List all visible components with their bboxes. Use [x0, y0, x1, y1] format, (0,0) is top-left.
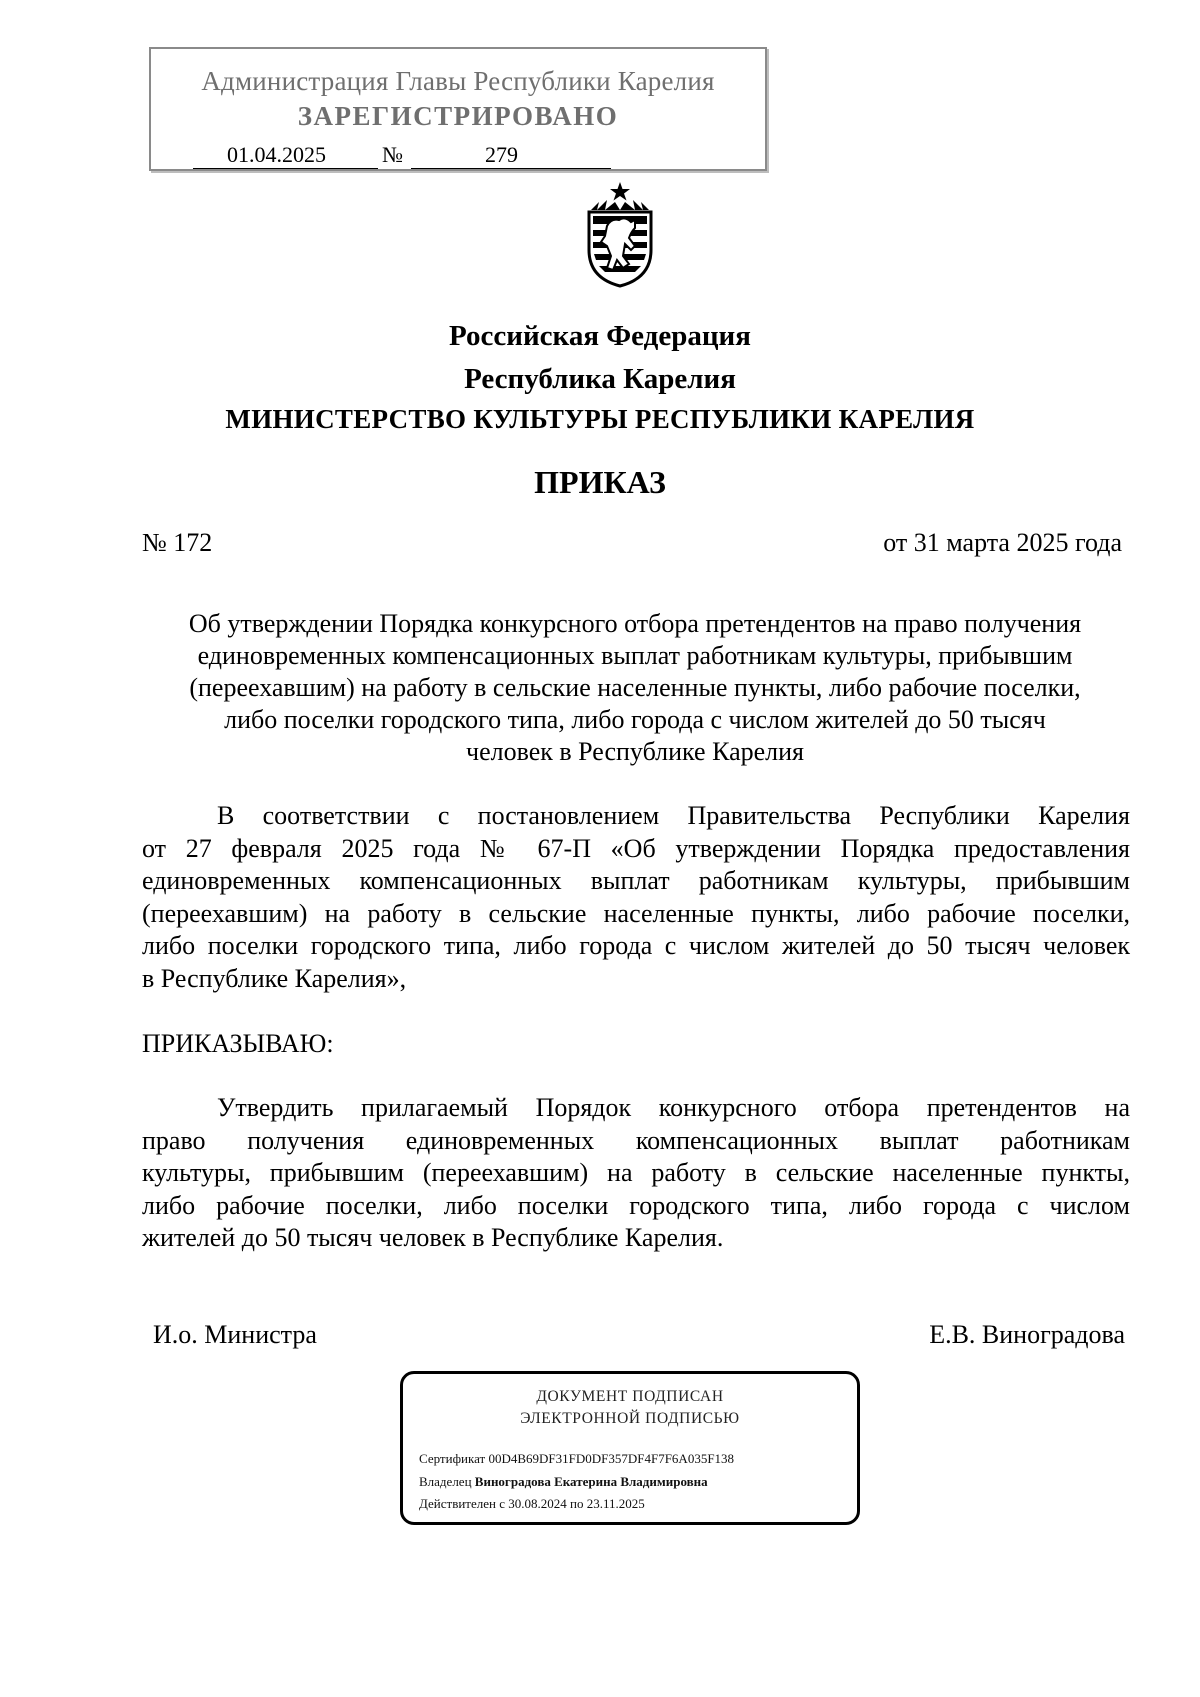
subject-line: единовременных компенсационных выплат работникам культуры, прибывшим	[197, 641, 1073, 670]
subject-line: Об утверждении Порядка конкурсного отбора претендентов на право получения	[188, 609, 1082, 638]
esig-owner: Виноградова Екатерина Владимировна	[474, 1474, 708, 1489]
decree-word: ПРИКАЗЫВАЮ:	[142, 1029, 334, 1058]
order-date: от 31 марта 2025 года	[883, 528, 1122, 557]
order-subject	[140, 608, 1130, 768]
signatory-position: И.о. Министра	[153, 1320, 317, 1349]
basis-line: в Республике Карелия»,	[142, 963, 407, 993]
signatory-name: Е.В. Виноградова	[929, 1320, 1125, 1349]
stamp-date: 01.04.2025	[227, 142, 326, 167]
stamp-organization: Администрация Главы Республики Карелия	[201, 66, 715, 96]
body-line: право получения единовременных компенсационных выплат работникам	[142, 1125, 1130, 1155]
esig-owner-label: Владелец	[419, 1474, 472, 1489]
body-line: Утвердить прилагаемый Порядок конкурсного отбора претендентов на	[217, 1093, 1130, 1122]
header-region: Республика Карелия	[464, 363, 736, 395]
stamp-number: 279	[485, 142, 518, 167]
header-country: Российская Федерация	[449, 320, 751, 352]
subject-line: либо поселки городского типа, либо города с числом жителей до 50 тысяч	[224, 705, 1046, 734]
basis-line: В соответствии с постановлением Правительства Республики Карелия	[217, 801, 1130, 830]
basis-line: от 27 февраля 2025 года № 67-П «Об утверждении Порядка предоставления	[142, 833, 1130, 863]
esig-valid-to: 23.11.2025	[586, 1496, 645, 1511]
subject-line: (переехавшим) на работу в сельские населенные пункты, либо рабочие поселки,	[189, 673, 1081, 702]
esig-valid-from: 30.08.2024	[508, 1496, 567, 1511]
esig-valid-to-label: по	[570, 1496, 584, 1511]
esig-title-line1: ДОКУМЕНТ ПОДПИСАН	[536, 1388, 724, 1405]
order-number: № 172	[142, 528, 213, 557]
esig-title-line2: ЭЛЕКТРОННОЙ ПОДПИСЬЮ	[520, 1410, 740, 1427]
body-line: жителей до 50 тысяч человек в Республике Карелия.	[142, 1223, 724, 1252]
subject-line: человек в Республике Карелия	[466, 737, 804, 766]
body-line: культуры, прибывшим (переехавшим) на работу в сельские населенные пункты,	[142, 1158, 1130, 1187]
electronic-signature-stamp	[400, 1371, 860, 1525]
basis-line: единовременных компенсационных выплат работникам культуры, прибывшим	[142, 866, 1130, 895]
stamp-registration-line	[193, 142, 747, 169]
operative-paragraph	[142, 1092, 1130, 1255]
basis-line: либо поселки городского типа, либо города с числом жителей до 50 тысяч человек	[142, 931, 1130, 960]
esig-owner-row	[419, 1474, 708, 1490]
esig-certificate-row	[419, 1451, 734, 1467]
esig-valid-label: Действителен с	[419, 1496, 505, 1511]
header-ministry: МИНИСТЕРСТВО КУЛЬТУРЫ РЕСПУБЛИКИ КАРЕЛИЯ	[225, 404, 975, 434]
stamp-status: ЗАРЕГИСТРИРОВАНО	[297, 101, 619, 131]
registration-stamp	[149, 47, 767, 171]
stamp-number-sign: №	[382, 142, 403, 167]
esig-certificate: 00D4B69DF31FD0DF357DF4F7F6A035F138	[488, 1451, 735, 1466]
esig-validity-row	[419, 1496, 645, 1512]
basis-line: (переехавшим) на работу в сельские населенные пункты, либо рабочие поселки,	[142, 898, 1130, 928]
document-type: ПРИКАЗ	[534, 464, 666, 500]
legal-basis-paragraph	[142, 800, 1130, 995]
body-line: либо рабочие поселки, либо поселки городского типа, либо города с числом	[142, 1190, 1130, 1220]
esig-certificate-label: Сертификат	[419, 1451, 486, 1466]
karelia-coat-of-arms-icon	[585, 180, 655, 290]
